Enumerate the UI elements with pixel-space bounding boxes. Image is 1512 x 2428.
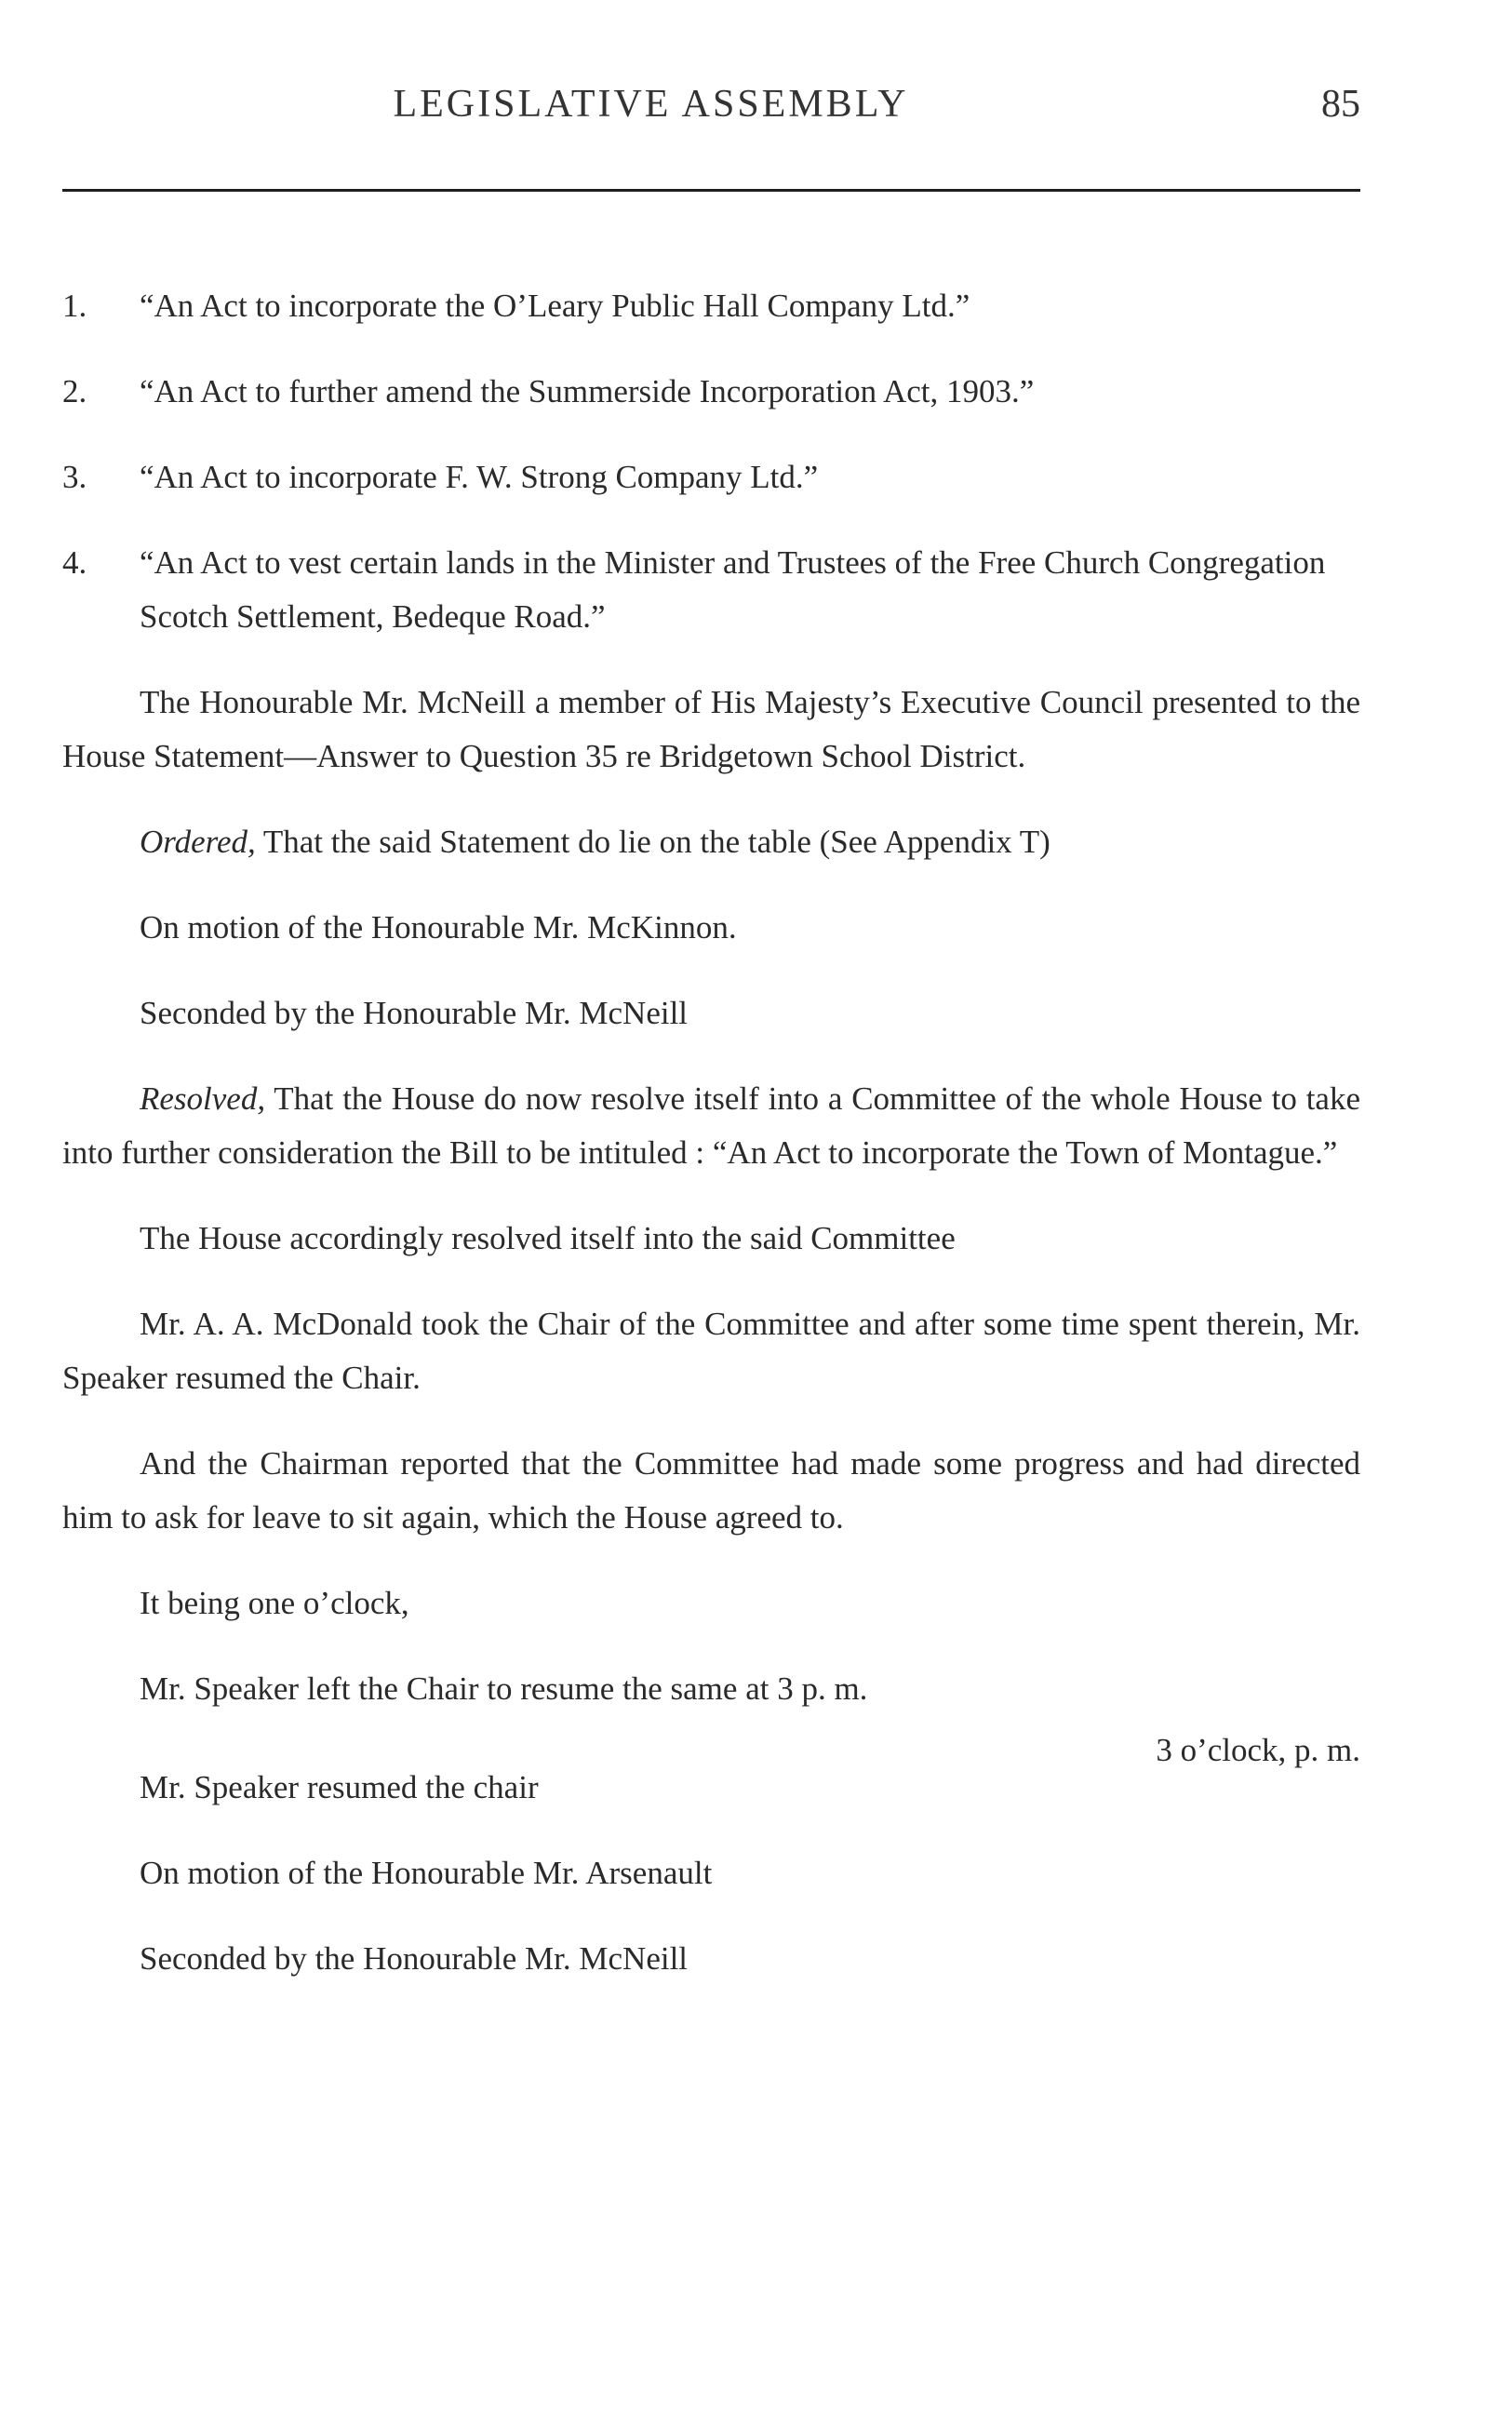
act-list-item xyxy=(62,279,1360,333)
ordered-text: That the said Statement do lie on the table (See Appendix T) xyxy=(255,824,1050,860)
paragraph-speaker-left: Mr. Speaker left the Chair to resume the same at 3 p. m. xyxy=(140,1670,868,1707)
running-title: LEGISLATIVE ASSEMBLY xyxy=(393,83,909,126)
page-number: 85 xyxy=(1321,83,1360,126)
header-rule xyxy=(62,189,1360,192)
act-title: “An Act to further amend the Summerside Incorporation Act, 1903.” xyxy=(140,373,1035,409)
document-page xyxy=(62,0,1360,2428)
paragraph-committee: The House accordingly resolved itself into the said Committee xyxy=(140,1220,956,1256)
resolved-lead: Resolved, xyxy=(140,1080,266,1117)
paragraph-resolved xyxy=(62,1072,1360,1180)
paragraph-seconded-mcneill: Seconded by the Honourable Mr. McNeill xyxy=(140,1940,689,1977)
act-title: “An Act to incorporate the O’Leary Public Hall Company Ltd.” xyxy=(140,288,970,324)
list-number: 3. xyxy=(62,459,87,495)
paragraph-report: And the Chairman reported that the Committee had made some progress and had directed him to ask for leave to sit again, which the House agreed to. xyxy=(62,1445,1360,1536)
act-list-item xyxy=(62,536,1360,644)
resolved-text: That the House do now resolve itself into a Committee of the whole House to take into further consideration the Bill to be intituled : “An Act to incorporate the Town of Montague.” xyxy=(62,1080,1360,1171)
act-list-item xyxy=(62,365,1360,419)
list-number: 1. xyxy=(62,288,87,324)
act-list-item xyxy=(62,450,1360,504)
paragraph-time: It being one o’clock, xyxy=(140,1585,409,1621)
paragraph-statement: The Honourable Mr. McNeill a member of His Majesty’s Executive Council presented to the House Statement—Answer to Question 35 re Bridgetown School District. xyxy=(62,684,1360,774)
ordered-lead: Ordered, xyxy=(140,824,256,860)
document-body xyxy=(62,279,1360,2018)
list-number: 4. xyxy=(62,544,87,581)
paragraph-ordered xyxy=(62,815,1360,869)
page-header xyxy=(62,82,1360,138)
paragraph-speaker-resumed: Mr. Speaker resumed the chair xyxy=(140,1769,539,1805)
act-title: “An Act to vest certain lands in the Minister and Trustees of the Free Church Congregation Scotch Settlement, Bedeque Road.” xyxy=(140,544,1326,635)
act-title: “An Act to incorporate F. W. Strong Company Ltd.” xyxy=(140,459,819,495)
paragraph-chair: Mr. A. A. McDonald took the Chair of the Committee and after some time spent therein, Mr. Speaker resumed the Chair. xyxy=(62,1306,1360,1396)
paragraph-motion-arsenault: On motion of the Honourable Mr. Arsenault xyxy=(140,1855,713,1891)
list-number: 2. xyxy=(62,373,87,409)
paragraph-motion: On motion of the Honourable Mr. McKinnon. xyxy=(140,909,737,946)
time-note: 3 o’clock, p. m. xyxy=(1156,1732,1360,1768)
paragraph-seconded: Seconded by the Honourable Mr. McNeill xyxy=(140,995,689,1031)
